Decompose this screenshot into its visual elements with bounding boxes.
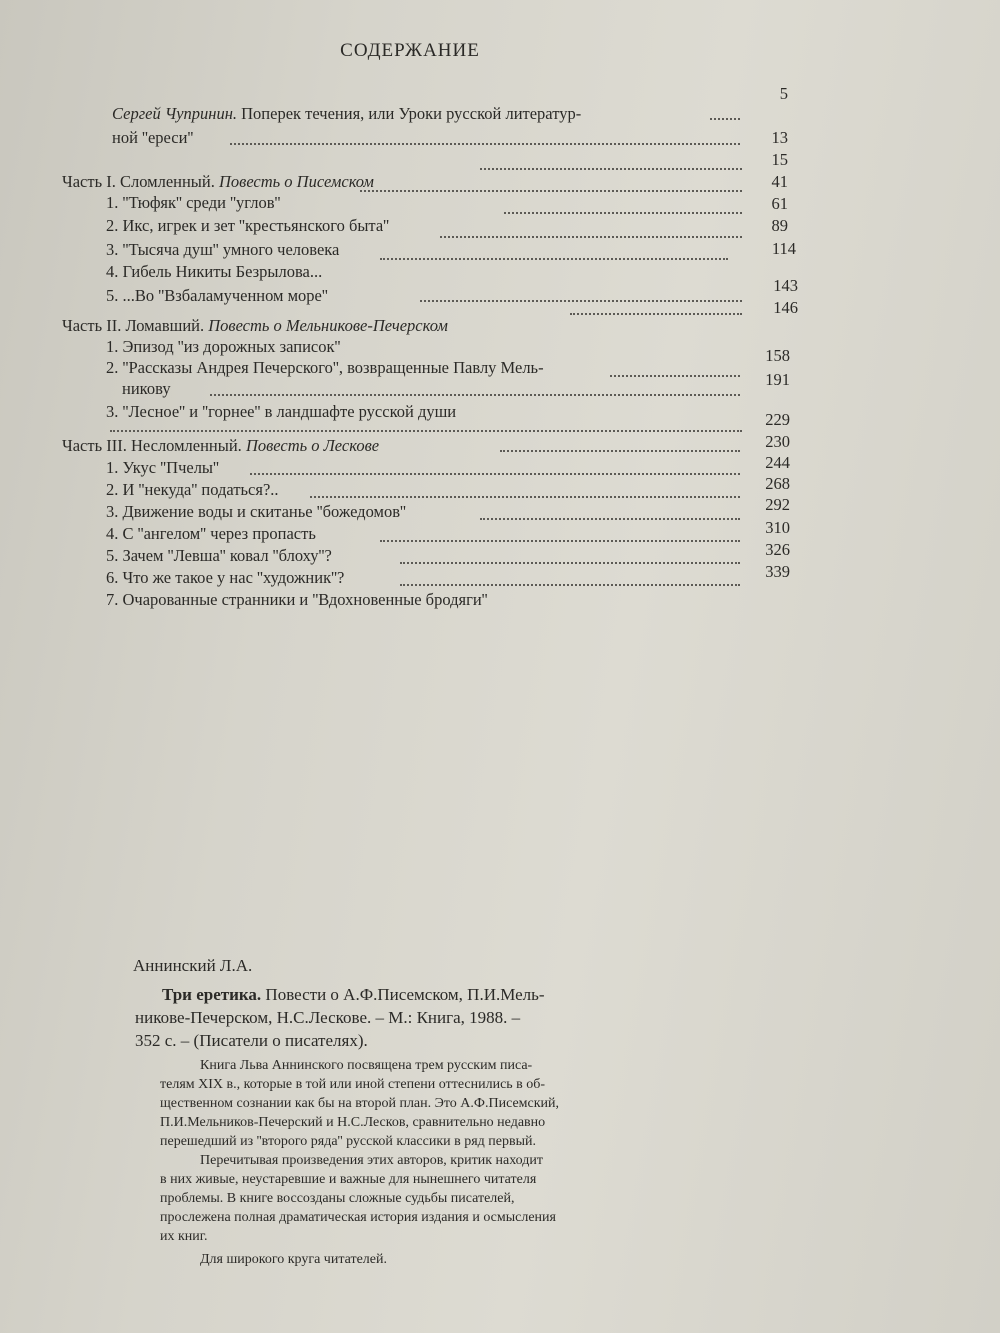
toc-part3-ch4-page: 310 (765, 518, 790, 537)
toc-part3-ch5-page: 326 (765, 540, 790, 559)
leader-dots (210, 394, 740, 396)
toc-part2-ch1-page: 158 (765, 346, 790, 365)
leader-dots (500, 450, 740, 452)
toc-part1-ch4-page: 114 (771, 239, 796, 258)
toc-intro-page: 5 (779, 84, 788, 103)
toc-part1-ch5: 5. ...Во ''Взбаламученном море'' (106, 286, 328, 305)
toc-part3-ch1: 1. Укус ''Пчелы'' (106, 458, 219, 477)
toc-part2-ch3: 3. ''Лесное'' и ''горнее'' в ландшафте русской души (106, 402, 457, 421)
leader-dots (110, 430, 742, 432)
toc-part3-ch3-page: 292 (765, 495, 790, 514)
annotation-line: Для широкого круга читателей. (200, 1252, 388, 1267)
toc-part1-ch4: 4. Гибель Никиты Безрылова... (106, 262, 323, 281)
toc-part2-heading (62, 316, 448, 336)
leader-dots (380, 258, 728, 260)
annotation-line: Книга Льва Аннинского посвящена трем русским писа- (200, 1058, 533, 1073)
toc-part3-ch3: 3. Движение воды и скитанье ''божедомов'' (106, 502, 406, 521)
toc-part3-subtitle: Повесть о Лескове (245, 436, 380, 455)
toc-part1-subtitle: Повесть о Писемском (218, 172, 374, 191)
leader-dots (480, 518, 740, 520)
leader-dots (250, 473, 740, 475)
leader-dots (230, 143, 740, 145)
annotation-line: перешедший из ''второго ряда'' русской классики в ряд первый. (160, 1134, 537, 1149)
toc-part1-heading (62, 172, 374, 192)
toc-part2-ch1: 1. Эпизод ''из дорожных записок'' (106, 337, 341, 356)
leader-dots (610, 375, 740, 377)
toc-part1-page-before: 13 (771, 128, 788, 147)
toc-part2-ch3-page: 229 (765, 410, 790, 429)
annotation-line: телям XIX в., которые в той или иной степени оттеснились в об- (160, 1077, 546, 1092)
annotation-line: щественном сознании как бы на второй план. Это А.Ф.Писемский, (160, 1096, 560, 1111)
toc-part2-page: 146 (773, 298, 798, 317)
toc-heading: СОДЕРЖАНИЕ (340, 40, 480, 61)
biblio-line1-rest: Повести о А.Ф.Писемском, П.И.Мель- (265, 985, 545, 1004)
toc-part2-ch2-cont: никову (122, 379, 171, 398)
toc-intro-title: Поперек течения, или Уроки русской литератур- (241, 104, 582, 123)
leader-dots (504, 212, 742, 214)
leader-dots (440, 236, 742, 238)
leader-dots (570, 313, 742, 315)
leader-dots (420, 300, 742, 302)
toc-part3-ch7: 7. Очарованные странники и ''Вдохновенные бродяги'' (106, 590, 488, 609)
toc-part3-ch6-page: 339 (765, 562, 790, 581)
toc-part3-ch5: 5. Зачем ''Левша'' ковал ''блоху''? (106, 546, 332, 565)
toc-part1-ch1: 1. ''Тюфяк'' среди ''углов'' (106, 193, 281, 212)
leader-dots (360, 190, 742, 192)
annotation-line: Перечитывая произведения этих авторов, критик находит (200, 1153, 544, 1168)
toc-intro-line2: ной ''ереси'' (112, 128, 194, 147)
toc-part3-ch6: 6. Что же такое у нас ''художник''? (106, 568, 345, 587)
leader-dots (480, 168, 742, 170)
biblio-line1 (162, 985, 545, 1005)
toc-part1-ch2-page: 61 (771, 194, 788, 213)
biblio-line2: никове-Печерском, Н.С.Лескове. – М.: Книга, 1988. – (135, 1008, 521, 1027)
leader-dots (310, 496, 740, 498)
toc-part1-ch1-page: 41 (771, 172, 788, 191)
toc-part3-ch2-page: 268 (765, 474, 790, 493)
toc-part1-ch3: 3. ''Тысяча душ'' умного человека (106, 240, 340, 259)
biblio-title: Три еретика. (162, 985, 262, 1004)
leader-dots (380, 540, 740, 542)
toc-part3-heading (62, 436, 379, 456)
leader-dots (400, 584, 740, 586)
toc-part1-label: Часть I. Сломленный. (62, 172, 215, 191)
biblio-author: Аннинский Л.А. (133, 956, 253, 975)
annotation-line: прослежена полная драматическая история издания и осмысления (160, 1210, 556, 1225)
toc-part1-ch5-page: 143 (773, 276, 798, 295)
toc-part2-ch2: 2. ''Рассказы Андрея Печерского'', возвращенные Павлу Мель- (106, 358, 544, 377)
toc-part1-page: 15 (771, 150, 788, 169)
annotation-line: их книг. (160, 1229, 208, 1244)
toc-part3-label: Часть III. Несломленный. (62, 436, 242, 455)
toc-part2-ch2-page: 191 (765, 370, 790, 389)
annotation-line: в них живые, неустаревшие и важные для нынешнего читателя (160, 1172, 537, 1187)
leader-dots (400, 562, 740, 564)
annotation-line: проблемы. В книге воссозданы сложные судьбы писателей, (160, 1191, 515, 1206)
leader-dots (710, 118, 740, 120)
toc-part3-ch4: 4. С ''ангелом'' через пропасть (106, 524, 316, 543)
toc-part3-page: 230 (765, 432, 790, 451)
toc-part2-label: Часть II. Ломавший. (62, 316, 205, 335)
toc-part3-ch1-page: 244 (765, 453, 790, 472)
toc-intro-line1 (112, 104, 581, 124)
toc-part1-ch2: 2. Икс, игрек и зет ''крестьянского быта'' (106, 216, 390, 235)
toc-part1-ch3-page: 89 (771, 216, 788, 235)
toc-part2-subtitle: Повесть о Мельникове-Печерском (208, 316, 448, 335)
toc-intro-author: Сергей Чупринин. (112, 104, 238, 123)
biblio-line3: 352 с. – (Писатели о писателях). (135, 1031, 368, 1050)
toc-part3-ch2: 2. И ''некуда'' податься?.. (106, 480, 279, 499)
annotation-line: П.И.Мельников-Печерский и Н.С.Лесков, сравнительно недавно (160, 1115, 546, 1130)
